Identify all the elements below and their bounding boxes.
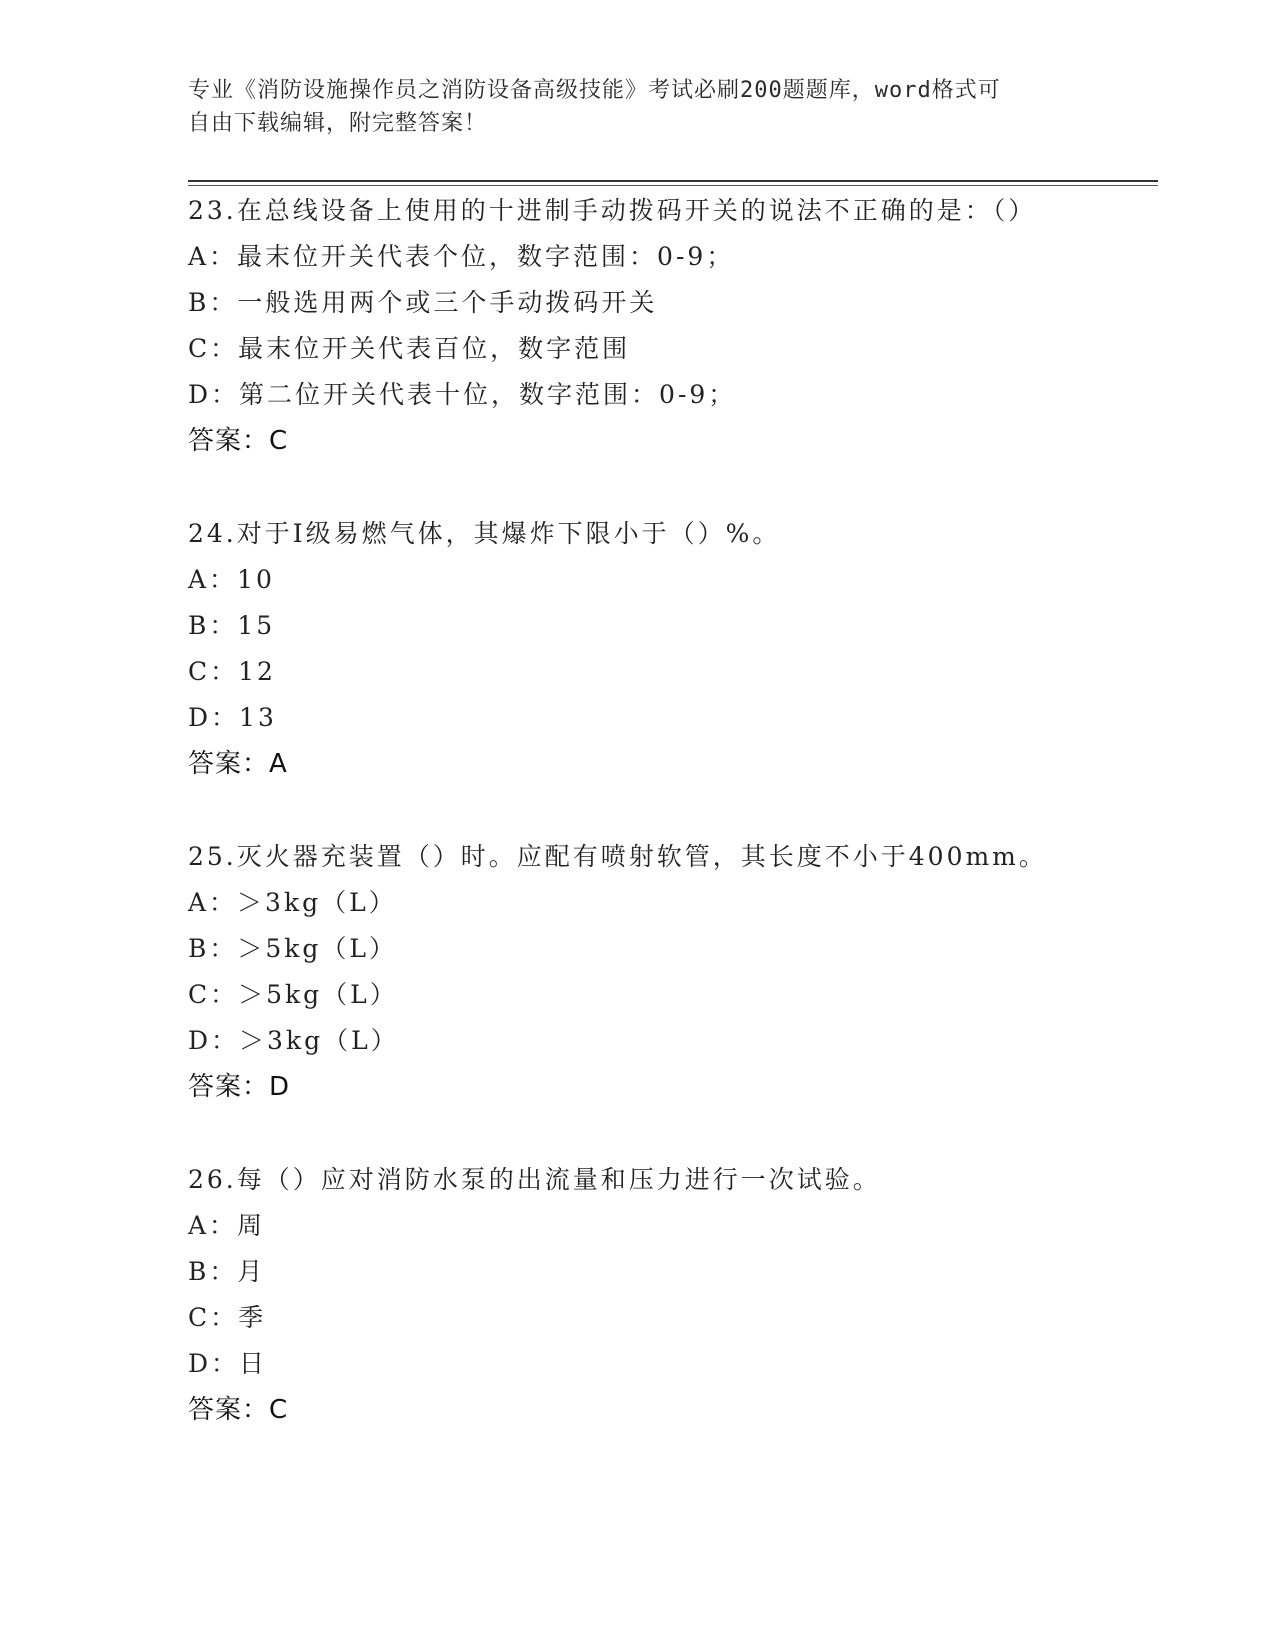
option-b: B：月	[188, 1257, 266, 1286]
answer-label: 答案：D	[188, 1072, 291, 1102]
question-stem: 23.在总线设备上使用的十进制手动拨码开关的说法不正确的是：（）	[188, 196, 1037, 225]
option-c: C：12	[188, 657, 276, 686]
header-divider-thick	[188, 180, 1158, 182]
option-d: D：13	[188, 703, 277, 732]
option-a: A：周	[188, 1211, 266, 1240]
option-c: C：＞5kg（L）	[188, 980, 398, 1009]
question-stem: 26.每（）应对消防水泵的出流量和压力进行一次试验。	[188, 1165, 881, 1194]
question-stem: 25.灭火器充装置（）时。应配有喷射软管，其长度不小于400mm。	[188, 842, 1047, 871]
option-c: C：最末位开关代表百位，数字范围	[188, 334, 631, 363]
answer-label: 答案：A	[188, 749, 288, 779]
question-stem: 24.对于Ⅰ级易燃气体，其爆炸下限小于（）%。	[188, 519, 781, 548]
question-26	[188, 1157, 1148, 1433]
option-d: D：日	[188, 1349, 268, 1378]
question-list	[188, 188, 1148, 1480]
header-line-2: 自由下载编辑，附完整答案！	[188, 111, 488, 136]
option-b: B：15	[188, 611, 276, 640]
question-24	[188, 511, 1148, 787]
option-b: B：一般选用两个或三个手动拨码开关	[188, 288, 658, 317]
option-d: D：第二位开关代表十位，数字范围：0-9；	[188, 380, 737, 409]
header-line-1: 专业《消防设施操作员之消防设备高级技能》考试必刷200题题库，word格式可	[188, 78, 1001, 103]
question-25	[188, 834, 1148, 1110]
option-a: A：10	[188, 565, 275, 594]
question-23	[188, 188, 1148, 464]
answer-label: 答案：C	[188, 1395, 289, 1425]
option-a: A：＞3kg（L）	[188, 888, 397, 917]
option-a: A：最末位开关代表个位，数字范围：0-9；	[188, 242, 735, 271]
header-divider-thin	[188, 185, 1158, 186]
answer-label: 答案：C	[188, 426, 289, 456]
option-b: B：＞5kg（L）	[188, 934, 398, 963]
option-d: D：＞3kg（L）	[188, 1026, 399, 1055]
option-c: C：季	[188, 1303, 267, 1332]
document-header	[188, 74, 1088, 140]
